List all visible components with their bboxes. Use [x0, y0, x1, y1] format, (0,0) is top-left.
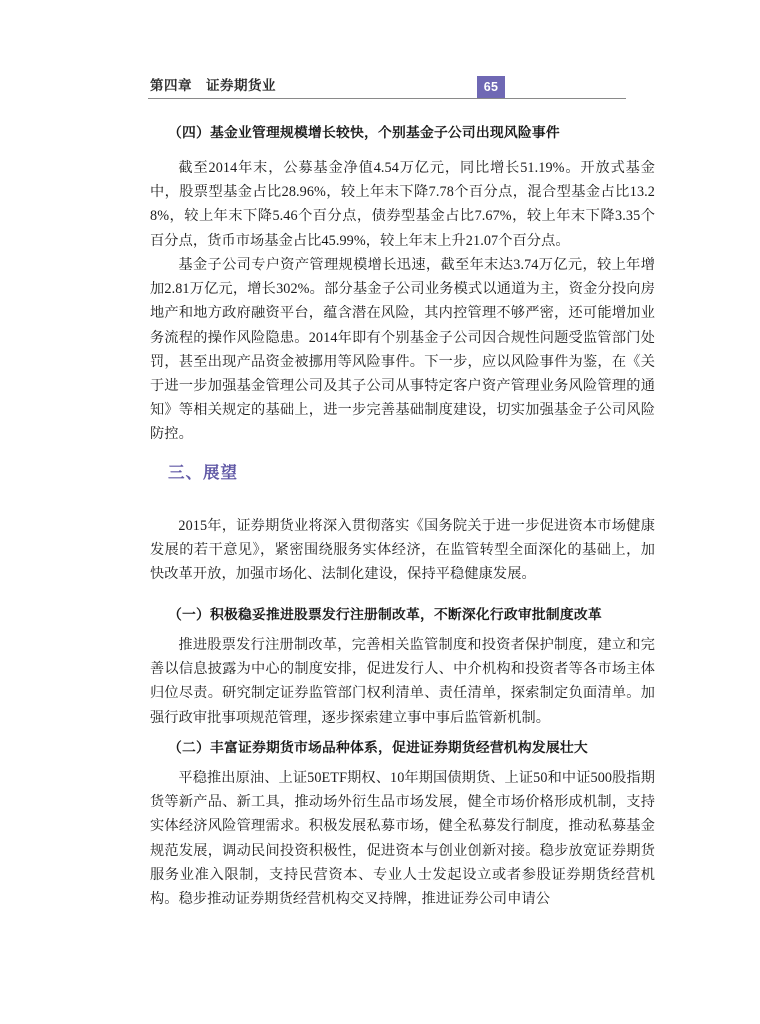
running-header [148, 74, 653, 102]
paragraph-market-products: 平稳推出原油、上证50ETF期权、10年期国债期货、上证50和中证500股指期货等新产品、新工具，推动场外衍生品市场发展，健全市场价格形成机制，支持实体经济风险管理需求。积极发展私募市场，健全私募发行制度，推动私募基金规范发展，调动民间投资积极性，促进资本与创业创新对接。稳步放宽证券期货服务业准入限制，支持民营资本、专业人士发起设立或者参股证券期货经营机构。稳步推动证券期货经营机构交叉持牌，推进证券公司申请公 [150, 770, 655, 908]
paragraph-outlook-2015: 2015年，证券期货业将深入贯彻落实《国务院关于进一步促进资本市场健康发展的若干意见》，紧密围绕服务实体经济，在监管转型全面深化的基础上，加快改革开放，加强市场化、法制化建设，保持平稳健康发展。 [150, 518, 655, 583]
heading-section-two: （二）丰富证券期货市场品种体系，促进证券期货经营机构发展壮大 [168, 740, 588, 755]
chapter-title: 证券期货业 [206, 78, 276, 93]
heading-outlook: 三、展望 [168, 464, 238, 482]
paragraph-fund-net-value: 截至2014年末，公募基金净值4.54万亿元，同比增长51.19%。开放式基金中，股票型基金占比28.96%，较上年末下降7.78个百分点，混合型基金占比13.28%，较上年末下降5.46个百分点，债券型基金占比7.67%，较上年末下降3.35个百分点，货币市场基金占比45.99%，较上年末上升21.07个百分点。 [150, 160, 655, 249]
chapter-label: 第四章 [150, 78, 192, 93]
paragraph-registration-reform: 推进股票发行注册制改革，完善相关监管制度和投资者保护制度，建立和完善以信息披露为中心的制度安排，促进发行人、中介机构和投资者等各市场主体归位尽责。研究制定证券监管部门权利清单、责任清单，探索制定负面清单。加强行政审批事项规范管理，逐步探索建立事中事后监管新机制。 [150, 637, 655, 726]
page-number-badge: 65 [477, 76, 505, 98]
heading-section-one: （一）积极稳妥推进股票发行注册制改革，不断深化行政审批制度改革 [168, 607, 602, 622]
header-rule [148, 98, 626, 99]
heading-section-four: （四）基金业管理规模增长较快，个别基金子公司出现风险事件 [168, 125, 560, 140]
paragraph-fund-subsidiary: 基金子公司专户资产管理规模增长迅速，截至年末达3.74万亿元，较上年增加2.81万亿元，增长302%。部分基金子公司业务模式以通道为主，资金分投向房地产和地方政府融资平台，蕴含潜在风险，其内控管理不够严密，还可能增加业务流程的操作风险隐患。2014年即有个别基金子公司因合规性问题受监管部门处罚，甚至出现产品资金被挪用等风险事件。下一步，应以风险事件为鉴，在《关于进一步加强基金管理公司及其子公司从事特定客户资产管理业务风险管理的通知》等相关规定的基础上，进一步完善基础制度建设，切实加强基金子公司风险防控。 [150, 257, 655, 443]
running-header-chapter [150, 74, 276, 94]
